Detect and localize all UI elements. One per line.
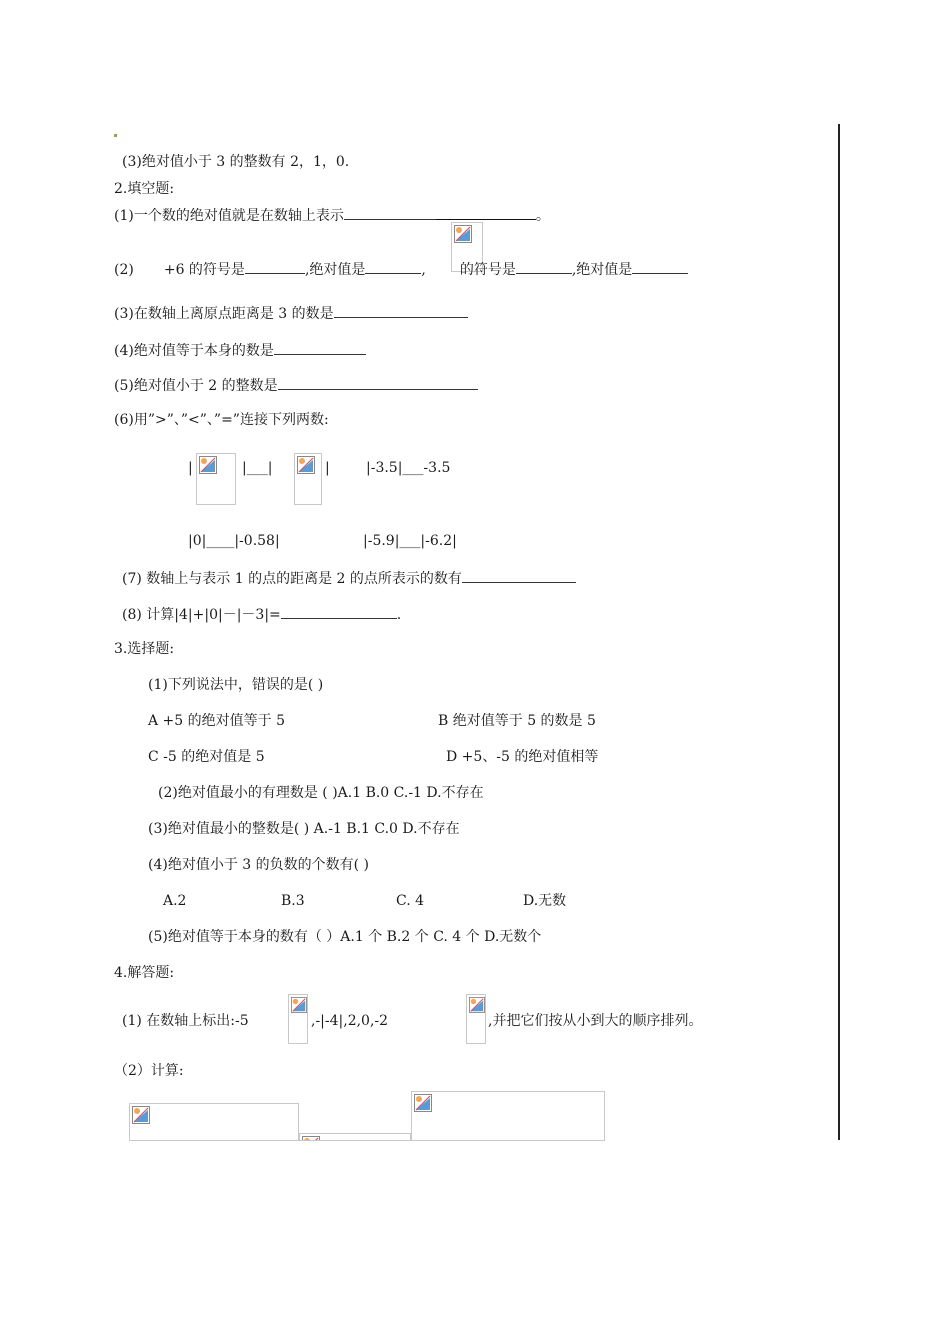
fill-6: (6)用”>”、”<”、”=”连接下列两数:	[114, 412, 329, 428]
broken-image-icon	[288, 994, 308, 1044]
choice-4-a: A.2	[163, 893, 187, 909]
blank	[281, 604, 397, 619]
choice-4-d: D.无数	[523, 893, 567, 909]
compare-row-1c: |	[325, 460, 330, 476]
blank	[462, 568, 576, 583]
choice-4-b: B.3	[281, 893, 305, 909]
blank	[516, 259, 572, 274]
blank	[365, 259, 421, 274]
compare-row-2a: |0|____|-0.58|	[188, 533, 280, 549]
choice-2: (2)绝对值最小的有理数是 ( )A.1 B.0 C.-1 D.不存在	[158, 785, 484, 801]
blank	[278, 375, 478, 390]
fill-7: (7) 数轴上与表示 1 的点的距离是 2 的点所表示的数有	[122, 568, 576, 588]
section-4-title: 4.解答题:	[114, 965, 175, 981]
choice-1-d: D +5、-5 的绝对值相等	[446, 749, 599, 765]
fill-5: (5)绝对值小于 2 的整数是	[114, 375, 478, 395]
blank	[436, 205, 536, 220]
broken-image-icon	[196, 453, 236, 505]
choice-3: (3)绝对值最小的整数是( ) A.-1 B.1 C.0 D.不存在	[148, 821, 460, 837]
fill-3: (3)在数轴上离原点距离是 3 的数是	[114, 303, 468, 323]
fill-4: (4)绝对值等于本身的数是	[114, 340, 366, 360]
choice-4-c: C. 4	[396, 893, 425, 909]
blank	[274, 340, 366, 355]
choice-4: (4)绝对值小于 3 的负数的个数有( )	[148, 857, 370, 873]
blank	[334, 303, 468, 318]
choice-1-b: B 绝对值等于 5 的数是 5	[438, 713, 596, 729]
compare-row-1b: |___|	[242, 460, 273, 476]
compare-row-1a: |	[188, 460, 193, 476]
answer-1b: ,-|-4|,2,0,-2	[311, 1013, 389, 1029]
answer-2: （2）计算:	[114, 1063, 184, 1079]
broken-image-icon	[294, 453, 322, 505]
margin-rule	[838, 124, 840, 1140]
broken-image-icon	[466, 994, 486, 1044]
item-q1-3: (3)绝对值小于 3 的整数有 2，1，0.	[122, 154, 350, 170]
fill-8: (8) 计算|4|+|0|－|－3|= .	[122, 604, 401, 624]
compare-row-1d: |-3.5|___-3.5	[366, 460, 451, 476]
choice-1: (1)下列说法中，错误的是( )	[148, 677, 324, 693]
blank	[632, 259, 688, 274]
corner-mark	[114, 134, 117, 137]
broken-image-icon	[299, 1133, 411, 1141]
section-3-title: 3.选择题:	[114, 641, 175, 657]
choice-1-c: C -5 的绝对值是 5	[148, 749, 265, 765]
blank	[344, 205, 436, 220]
choice-5: (5)绝对值等于本身的数有（ ）A.1 个 B.2 个 C. 4 个 D.无数个	[148, 929, 542, 945]
fill-2: (2) +6 的符号是 ,绝对值是 , 的符号是 ,绝对值是	[114, 259, 688, 279]
choice-1-a: A +5 的绝对值等于 5	[148, 713, 286, 729]
blank	[245, 259, 305, 274]
compare-row-2b: |-5.9|___|-6.2|	[363, 533, 457, 549]
broken-image-icon	[411, 1091, 605, 1141]
answer-1a: (1) 在数轴上标出:-5	[122, 1013, 249, 1029]
fill-1: (1)一个数的绝对值就是在数轴上表示 。	[114, 205, 550, 225]
section-2-title: 2.填空题:	[114, 181, 175, 197]
answer-1c: ,并把它们按从小到大的顺序排列。	[488, 1013, 703, 1029]
broken-image-icon	[129, 1103, 299, 1141]
